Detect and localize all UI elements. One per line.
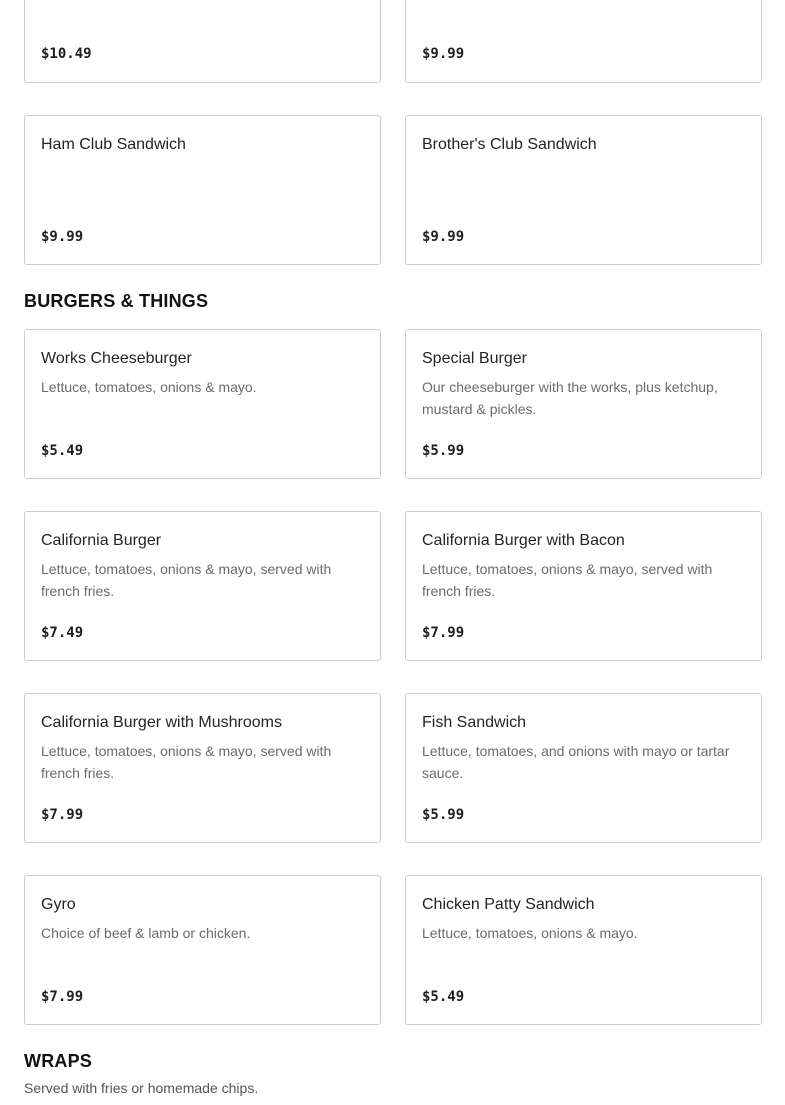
- menu-item-card[interactable]: [405, 875, 762, 1025]
- item-description: Lettuce, tomatoes, onions & mayo.: [422, 925, 638, 941]
- item-price: $7.99: [41, 989, 84, 1005]
- menu-item-card[interactable]: [405, 511, 762, 661]
- item-price: $9.99: [422, 46, 465, 62]
- item-description: Choice of beef & lamb or chicken.: [41, 925, 251, 941]
- item-name: Chicken Patty Sandwich: [422, 896, 595, 913]
- menu-item-card[interactable]: [405, 693, 762, 843]
- item-price: $7.99: [422, 625, 465, 641]
- item-description: Lettuce, tomatoes, onions & mayo, served with french fries.: [41, 743, 332, 781]
- item-name: Works Cheeseburger: [41, 350, 192, 367]
- item-name: Brother's Club Sandwich: [422, 136, 597, 153]
- menu-item-card[interactable]: [24, 693, 381, 843]
- item-price: $7.99: [41, 807, 84, 823]
- item-price: $5.49: [422, 989, 465, 1005]
- item-price: $5.99: [422, 443, 465, 459]
- section-subtitle-wraps: Served with fries or homemade chips.: [24, 1080, 259, 1096]
- item-name: Fish Sandwich: [422, 714, 527, 731]
- item-name: California Burger: [41, 532, 162, 549]
- item-name: Special Burger: [422, 350, 527, 367]
- item-description: Lettuce, tomatoes, onions & mayo, served with french fries.: [41, 561, 332, 599]
- menu-item-card[interactable]: [405, 0, 762, 83]
- item-description: Our cheeseburger with the works, plus ketchup, mustard & pickles.: [422, 379, 718, 417]
- item-name: Gyro: [41, 896, 76, 913]
- item-price: $9.99: [41, 229, 84, 245]
- item-name: California Burger with Mushrooms: [41, 714, 282, 731]
- item-price: $5.49: [41, 443, 84, 459]
- menu-item-card[interactable]: [24, 875, 381, 1025]
- section-title-burgers: BURGERS & THINGS: [24, 291, 209, 311]
- item-price: $7.49: [41, 625, 84, 641]
- item-price: $9.99: [422, 229, 465, 245]
- item-name: California Burger with Bacon: [422, 532, 625, 549]
- item-description: Lettuce, tomatoes, and onions with mayo or tartar sauce.: [422, 743, 730, 781]
- section-title-wraps: WRAPS: [24, 1051, 92, 1071]
- menu-item-card[interactable]: [24, 0, 381, 83]
- item-name: Ham Club Sandwich: [41, 136, 186, 153]
- item-price: $10.49: [41, 46, 92, 62]
- menu-item-card[interactable]: [24, 115, 381, 265]
- item-description: Lettuce, tomatoes, onions & mayo.: [41, 379, 257, 395]
- menu-item-card[interactable]: [24, 329, 381, 479]
- item-price: $5.99: [422, 807, 465, 823]
- menu-item-card[interactable]: [405, 115, 762, 265]
- menu-item-card[interactable]: [405, 329, 762, 479]
- item-description: Lettuce, tomatoes, onions & mayo, served with french fries.: [422, 561, 713, 599]
- menu-item-card[interactable]: [24, 511, 381, 661]
